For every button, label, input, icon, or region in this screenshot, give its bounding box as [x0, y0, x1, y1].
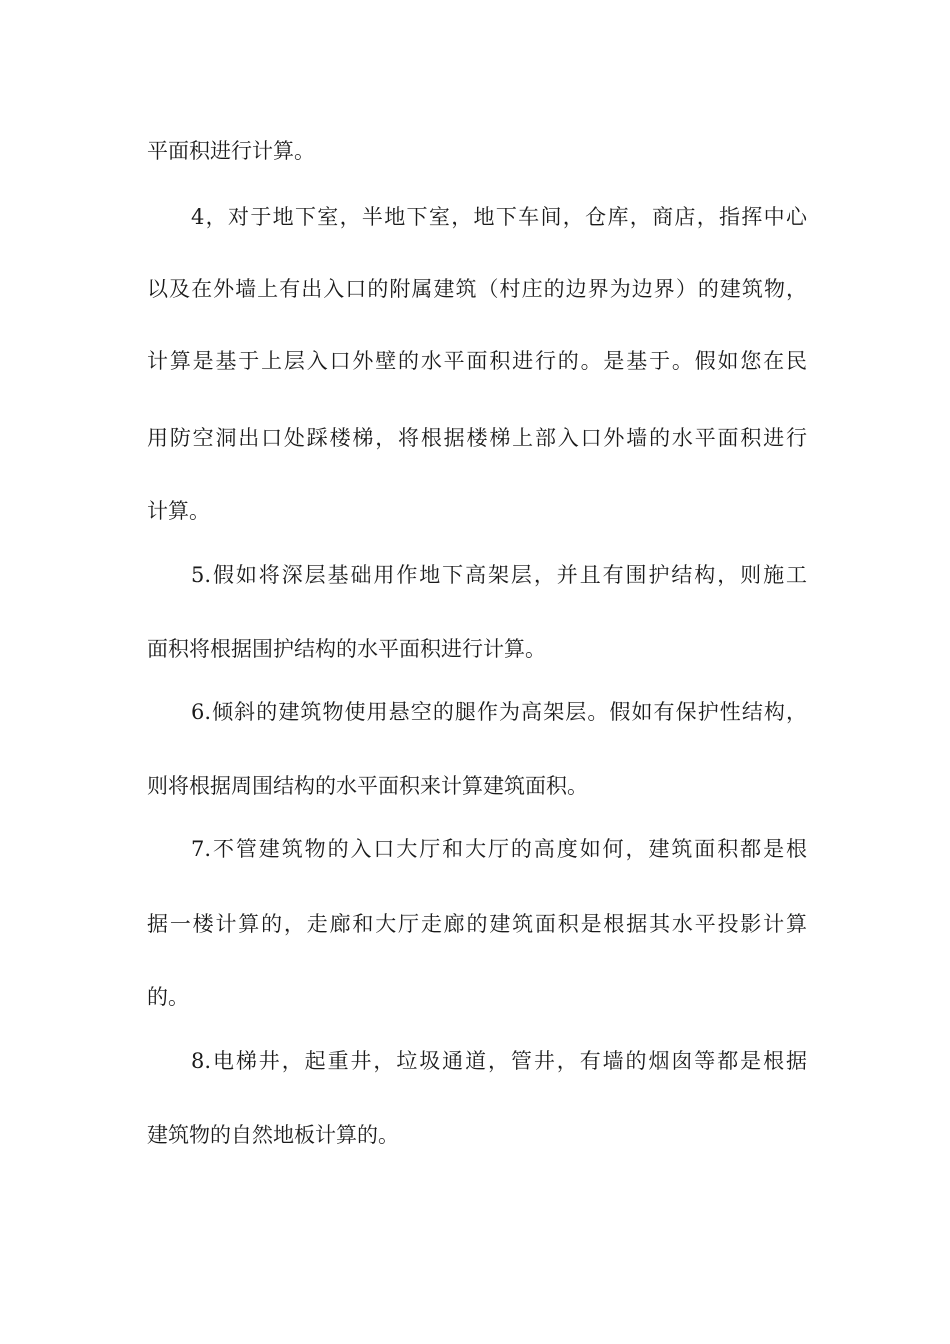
- paragraph-8-line-2: 建筑物的自然地板计算的。: [147, 1123, 399, 1147]
- paragraph-4-line-4: 用防空洞出口处踩楼梯，将根据楼梯上部入口外墙的水平面积进行: [147, 426, 807, 450]
- paragraph-4-line-5: 计算。: [147, 499, 210, 523]
- paragraph-6-line-1: 6.倾斜的建筑物使用悬空的腿作为高架层。假如有保护性结构，: [191, 700, 807, 724]
- paragraph-5-line-2: 面积将根据围护结构的水平面积进行计算。: [147, 637, 546, 661]
- paragraph-7-line-1: 7.不管建筑物的入口大厅和大厅的高度如何，建筑面积都是根: [191, 837, 807, 861]
- paragraph-4-line-3: 计算是基于上层入口外壁的水平面积进行的。是基于。假如您在民: [147, 349, 807, 373]
- paragraph-4-line-2: 以及在外墙上有出入口的附属建筑（村庄的边界为边界）的建筑物，: [147, 277, 807, 301]
- paragraph-7-line-2: 据一楼计算的，走廊和大厅走廊的建筑面积是根据其水平投影计算: [147, 912, 807, 936]
- paragraph-5-line-1: 5.假如将深层基础用作地下高架层，并且有围护结构，则施工: [191, 563, 807, 587]
- paragraph-8-line-1: 8.电梯井，起重井，垃圾通道，管井，有墙的烟囱等都是根据: [191, 1049, 807, 1073]
- paragraph-4-line-1: 4，对于地下室，半地下室，地下车间，仓库，商店，指挥中心: [191, 205, 807, 229]
- text-line: 平面积进行计算。: [147, 139, 315, 163]
- paragraph-6-line-2: 则将根据周围结构的水平面积来计算建筑面积。: [147, 774, 588, 798]
- paragraph-7-line-3: 的。: [147, 985, 189, 1009]
